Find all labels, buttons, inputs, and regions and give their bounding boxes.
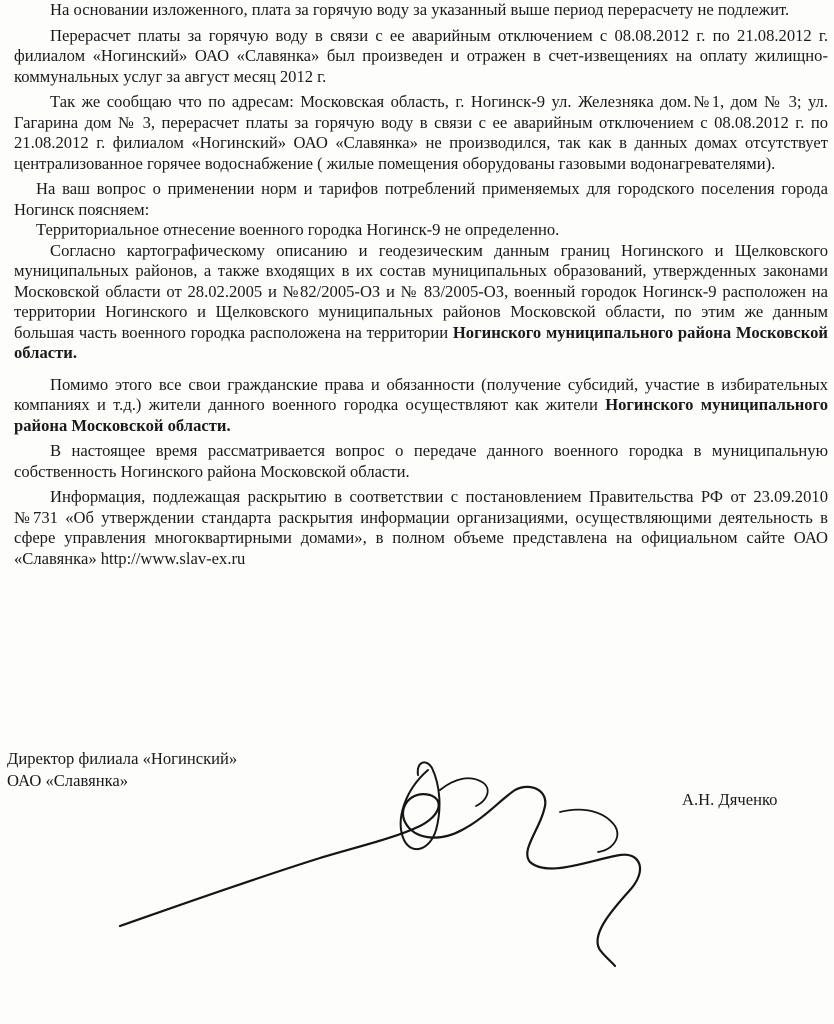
paragraph-recalculation-done: Перерасчет платы за горячую воду в связи с ее аварийным отключением с 08.08.2012 г. по 21.08.2012 г. филиалом «Ногинский» ОАО «Славянка» был произведен и отражен в счет-извещениях на оплату жилищно-коммунальных услуг за август месяц 2012 г. bbox=[14, 25, 828, 86]
signature-stroke-main bbox=[120, 787, 640, 966]
letter-body bbox=[14, 0, 828, 569]
signer-position-line1: Директор филиала «Ногинский» bbox=[7, 749, 238, 768]
signature-stroke-loop bbox=[401, 762, 440, 849]
paragraph-civil-rights-text: Помимо этого все свои гражданские права и обязанности (получение субсидий, участие в избирательных компаниях и т.д.) жители данного военного городка осуществляют как жители bbox=[14, 374, 828, 414]
signer-position-line2: ОАО «Славянка» bbox=[7, 771, 129, 790]
signature-stroke-tail bbox=[560, 810, 617, 852]
paragraph-civil-rights bbox=[14, 375, 828, 437]
paragraph-transfer: В настоящее время рассматривается вопрос о передаче данного военного городка в муниципальную собственность Ногинского района Московской области. bbox=[14, 441, 828, 481]
paragraph-cartographic bbox=[14, 241, 828, 364]
paragraph-recalculation-not-subject: На основании изложенного, плата за горячую воду за указанный выше период перерасчету не подлежит. bbox=[50, 0, 790, 19]
paragraph-territorial: Территориальное отнесение военного городка Ногинск-9 не определенно. bbox=[36, 220, 560, 239]
paragraph-civil-rights-bold: Ногинского муниципального района Московской области. bbox=[14, 395, 829, 435]
paragraph-tariff-question: На ваш вопрос о применении норм и тарифов потреблений применяемых для городского поселения города Ногинск поясняем: bbox=[14, 179, 828, 219]
signer-position bbox=[7, 748, 237, 792]
paragraph-cartographic-bold: Ногинского муниципального района Московской области. bbox=[14, 322, 828, 362]
paragraph-disclosure: Информация, подлежащая раскрытию в соответствии с постановлением Правительства РФ от 23.09.2010 №731 «Об утверждении стандарта раскрытия информации организациями, осуществляющими деятельность в сфере управления многоквартирными домами», в полном объеме представлена на официальном сайте ОАО «Славянка» http://www.slav-ex.ru bbox=[14, 487, 828, 568]
paragraph-cartographic-text: Согласно картографическому описанию и геодезическим данным границ Ногинского и Щелковского муниципальных районов, а также входящих в их состав муниципальных образований, утвержденных законами Московской области от 28.02.2005 и №82/2005-ОЗ и № 83/2005-ОЗ, военный городок Ногинск-9 расположен на территории Ногинского и Щелковского муниципальных районов Московской области, по этим же данным большая часть военного городка расположена на территории bbox=[14, 240, 828, 342]
paragraph-addresses: Так же сообщаю что по адресам: Московская область, г. Ногинск-9 ул. Железнякa дом.№1, дом № 3; ул. Гагарина дом № 3, перерасчет платы за горячую воду в связи с ее аварийным отключением с 08.08.2012 г. по 21.08.2012 г. филиалом «Ногинский» ОАО «Славянка» не производился, так как в данных домах отсутствует централизованное горячее водоснабжение ( жилые помещения оборудованы газовыми водонагревателями). bbox=[14, 92, 828, 173]
signer-name: А.Н. Дяченко bbox=[682, 790, 778, 809]
signature-stroke-upper bbox=[440, 778, 488, 806]
